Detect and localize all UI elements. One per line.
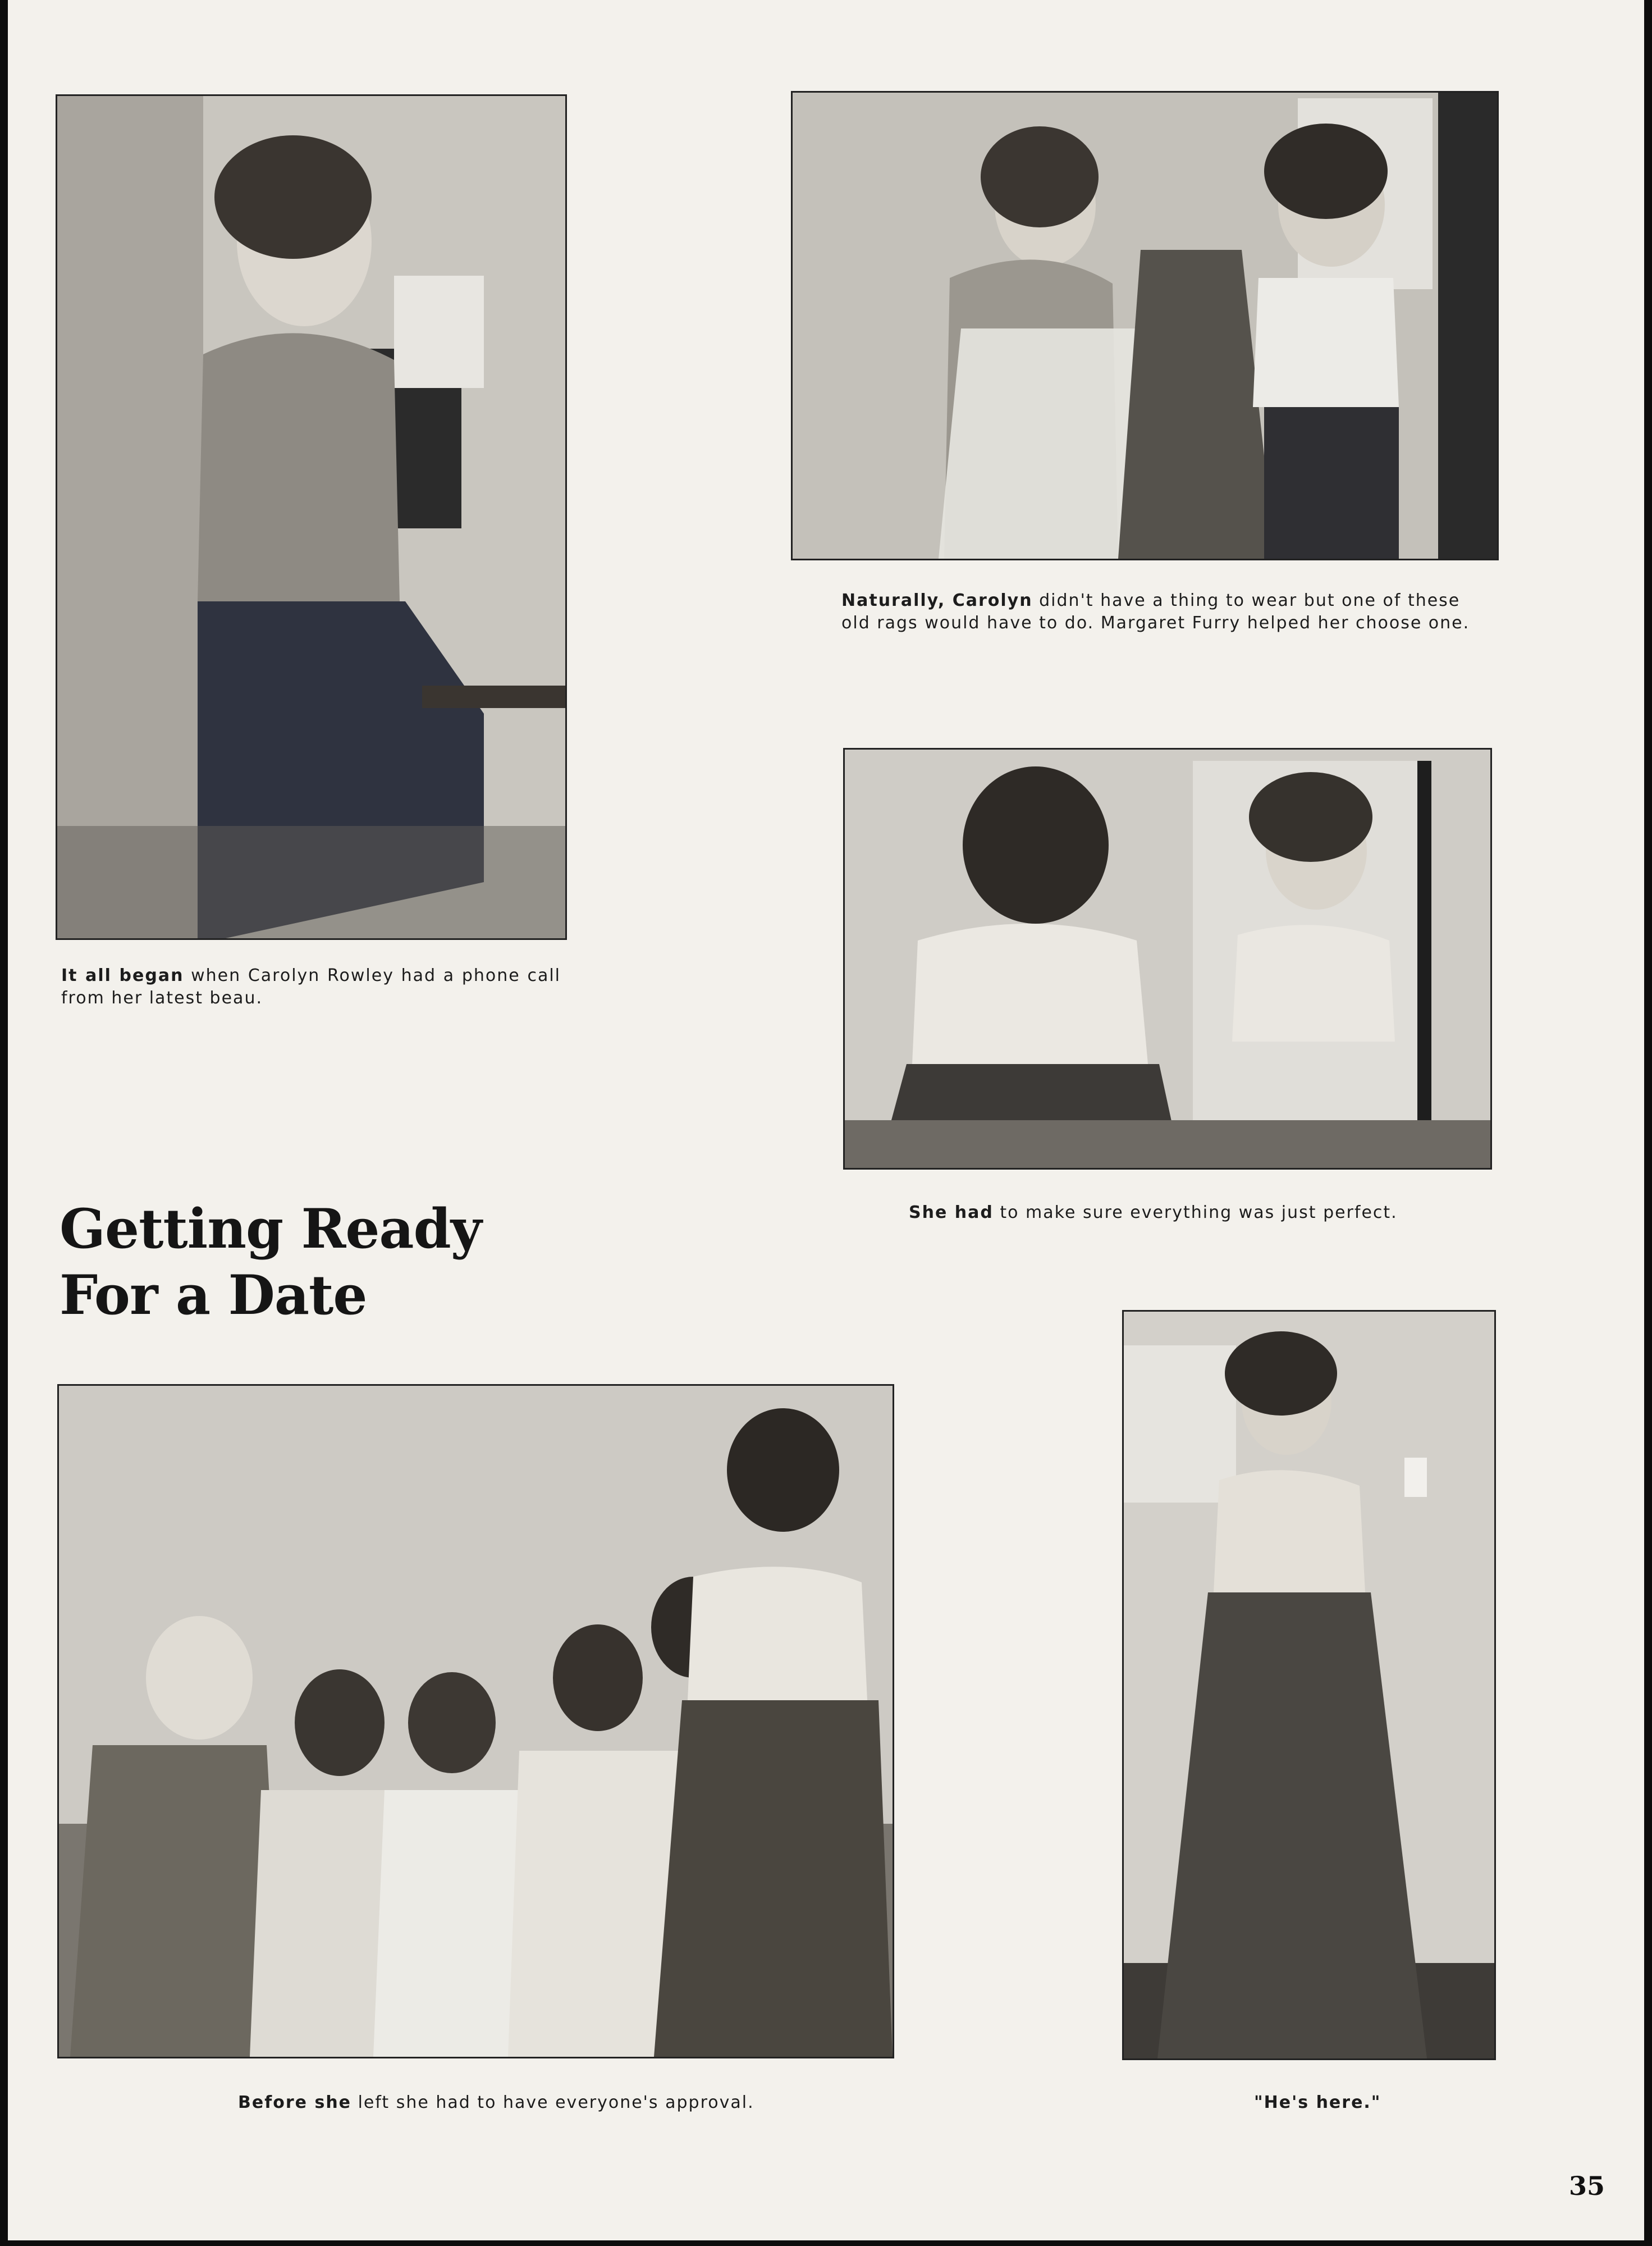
- caption-phone-call-text: when Carolyn Rowley had a phone call from her latest beau.: [61, 966, 561, 1008]
- photo-approval: [57, 1384, 894, 2058]
- photo-choosing-dress: [791, 91, 1499, 560]
- caption-mirror-text: to make sure everything was just perfect.: [993, 1203, 1398, 1222]
- photo-approval-scene: [59, 1386, 893, 2057]
- page-title: [60, 1196, 482, 1329]
- page-title-line-1: Getting Ready: [60, 1197, 482, 1261]
- caption-choosing-dress-text: didn't have a thing to wear but one of these old rags would have to do. Margaret Furry helped her choose one.: [841, 591, 1470, 633]
- caption-phone-call: [61, 965, 561, 1010]
- photo-hes-here: [1122, 1310, 1496, 2060]
- caption-approval-text: left she had to have everyone's approval.: [351, 2093, 754, 2112]
- caption-mirror: [909, 1202, 1493, 1224]
- photo-mirror: [843, 748, 1492, 1170]
- page-number: 35: [1568, 2171, 1605, 2201]
- caption-approval-lead: Before she: [238, 2093, 352, 2112]
- photo-choosing-dress-image: [793, 93, 1497, 559]
- caption-choosing-dress-lead: Naturally, Carolyn: [841, 591, 1033, 610]
- photo-phone-call: [56, 94, 567, 940]
- caption-hes-here-text: "He's here.": [1254, 2093, 1381, 2112]
- photo-phone-call-image: [57, 96, 565, 938]
- caption-choosing-dress: [841, 590, 1493, 634]
- caption-approval: [238, 2092, 889, 2114]
- photo-mirror-image: [845, 750, 1490, 1168]
- caption-mirror-lead: She had: [909, 1203, 994, 1222]
- caption-phone-call-lead: It all began: [61, 966, 184, 985]
- photo-hes-here-image: [1124, 1312, 1494, 2058]
- page-title-line-2: For a Date: [60, 1263, 367, 1327]
- caption-hes-here: [1254, 2092, 1422, 2114]
